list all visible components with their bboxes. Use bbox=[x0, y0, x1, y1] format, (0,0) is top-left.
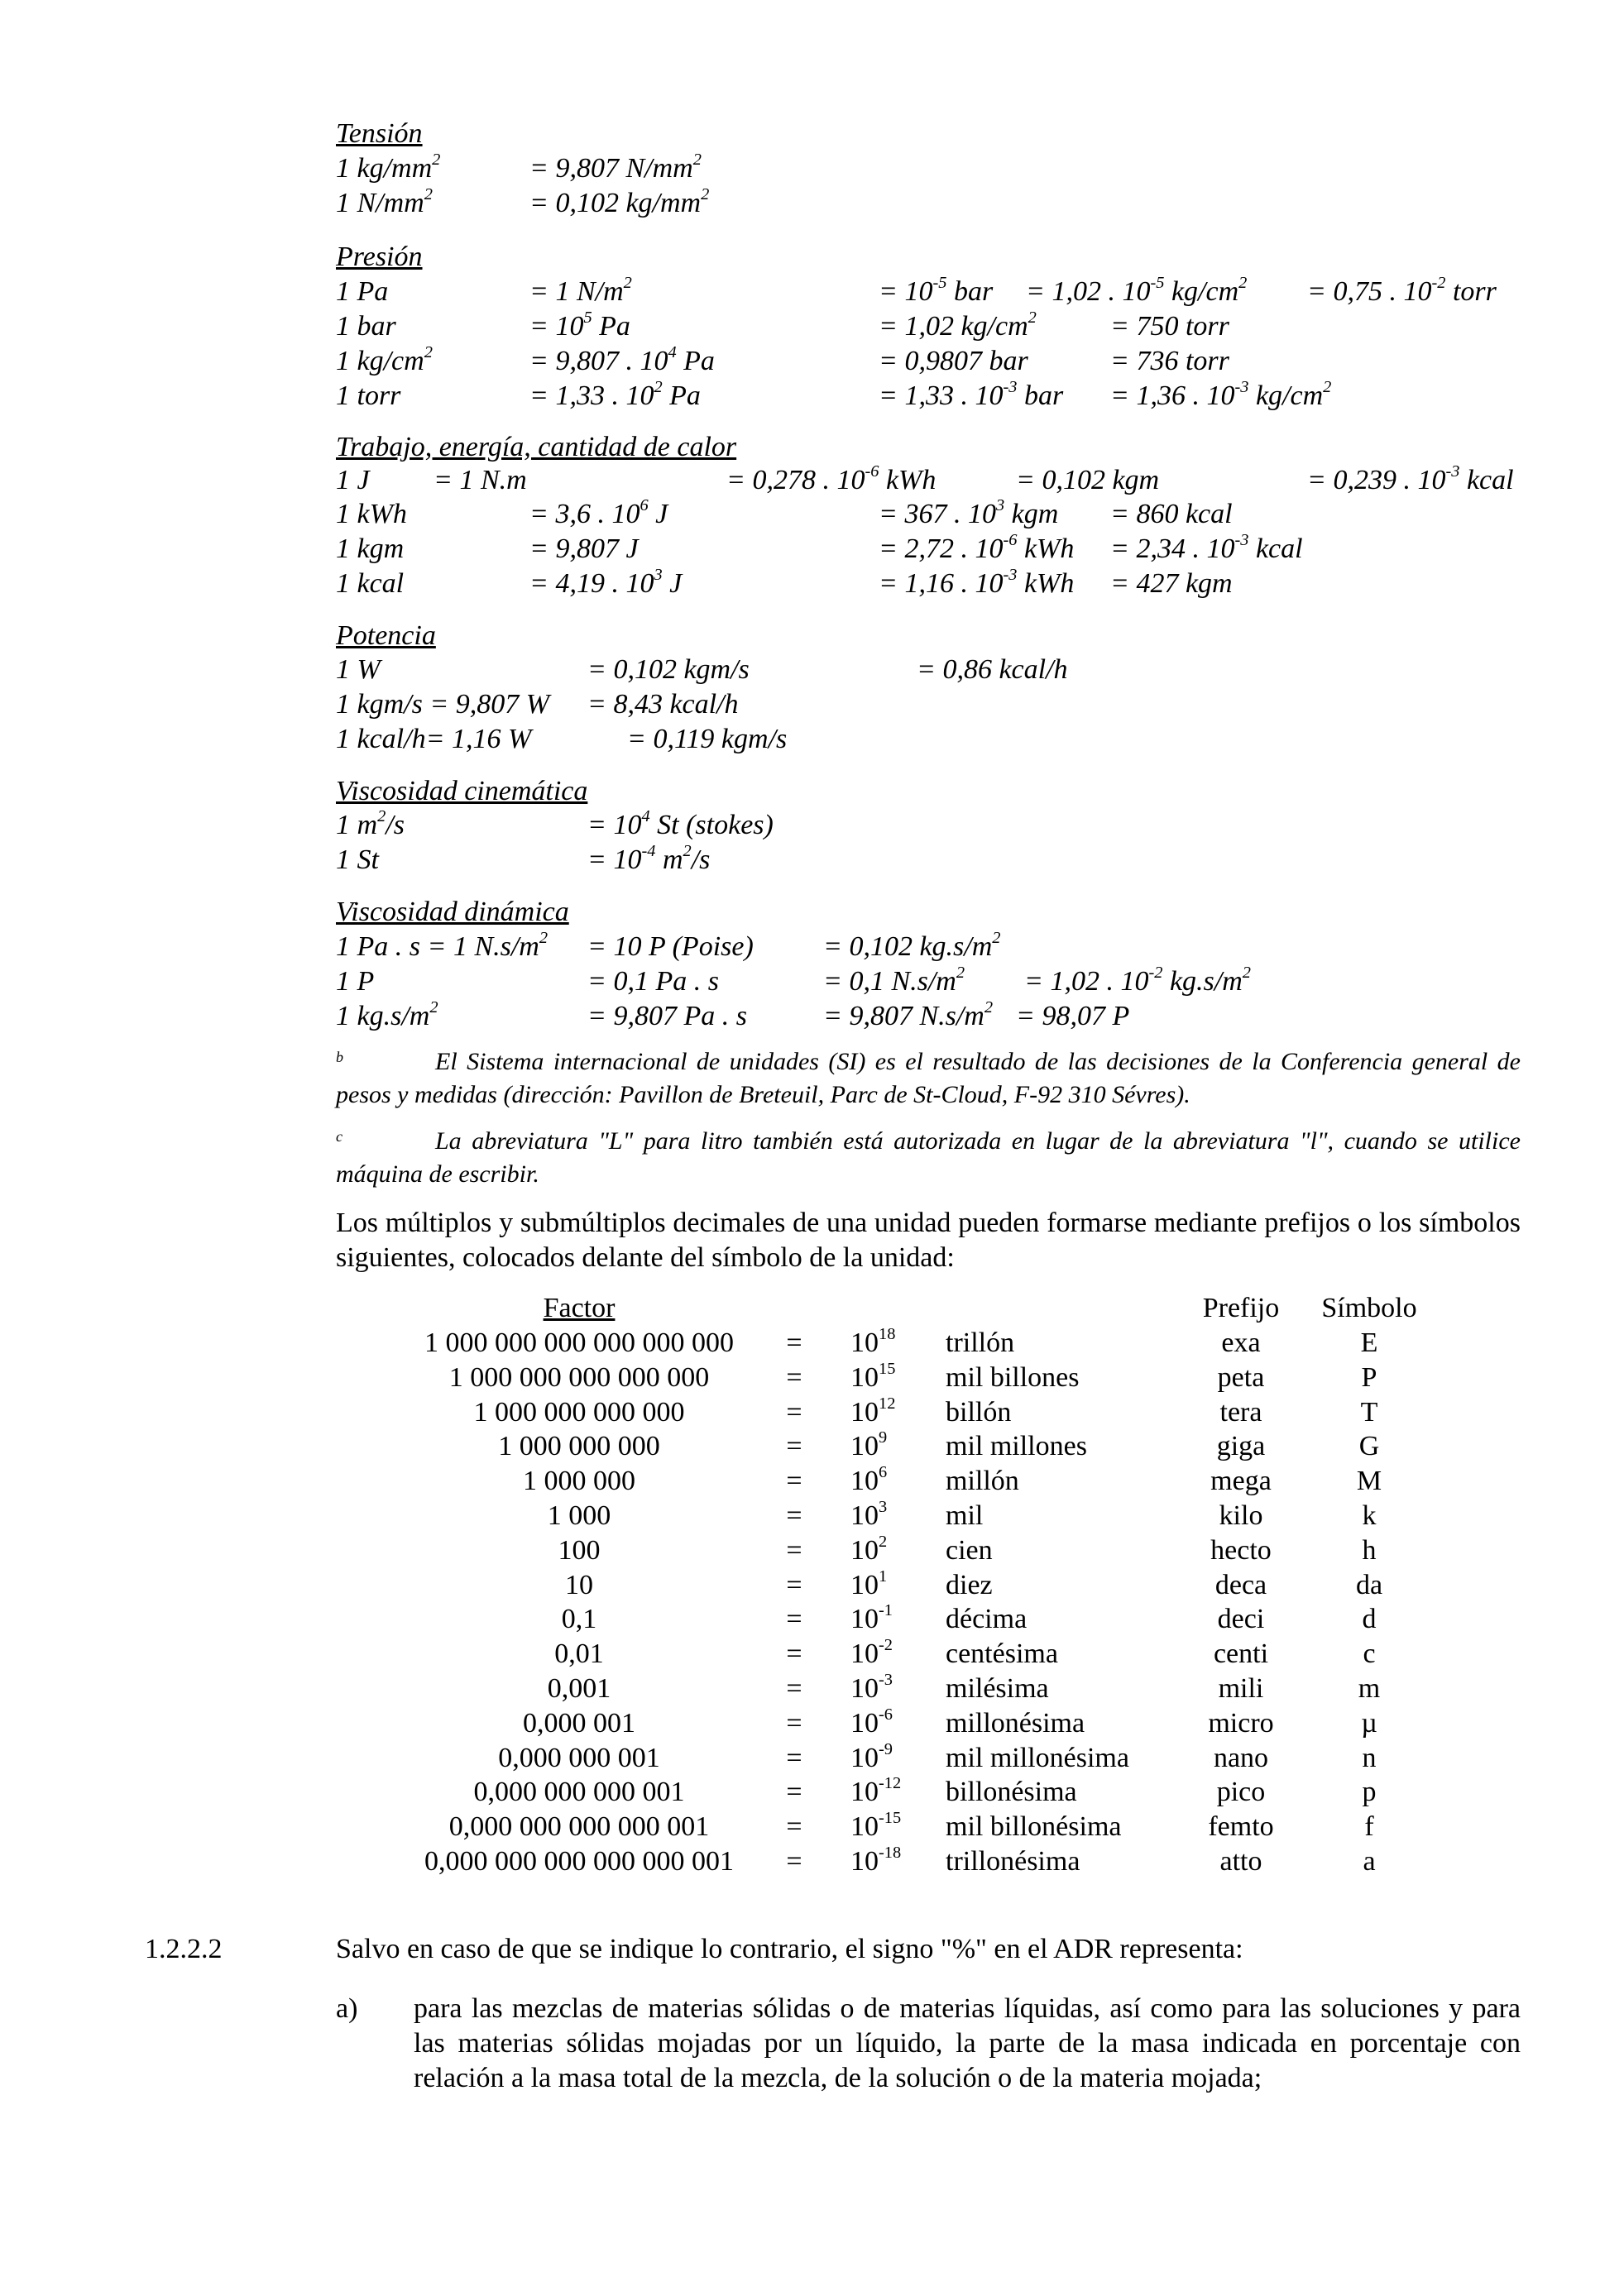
conversion-cell: = 8,43 kcal/h bbox=[587, 689, 739, 720]
prefix-table-row bbox=[0, 1395, 1624, 1430]
conversion-cell: 1 $kg.s/m^2$ bbox=[336, 997, 438, 1031]
conversion-cell: = 0,119 kgm/s bbox=[627, 724, 788, 754]
prefix-table-row bbox=[0, 1844, 1624, 1879]
name-cell: trillonésima bbox=[946, 1846, 1080, 1877]
conversion-row bbox=[0, 275, 1624, 309]
equals-cell: = bbox=[786, 1500, 802, 1531]
symbol-cell: µ bbox=[1361, 1708, 1377, 1739]
conversion-cell: = 1,16 . $10^{-3}$ kWh bbox=[879, 565, 1075, 599]
symbol-cell: G bbox=[1358, 1431, 1380, 1461]
equals-cell: = bbox=[786, 1743, 802, 1773]
prefix-cell: giga bbox=[1216, 1431, 1266, 1461]
symbol-cell: M bbox=[1356, 1466, 1382, 1496]
conversion-cell: 1 $m^2/s$ bbox=[336, 806, 405, 840]
power-cell: $10^2$ bbox=[850, 1532, 888, 1566]
equals-cell: = bbox=[786, 1673, 802, 1704]
conversion-row bbox=[0, 964, 1624, 999]
power-cell: $10^{18}$ bbox=[850, 1324, 896, 1358]
conversion-cell: 1 St bbox=[336, 844, 379, 875]
equals-cell: = bbox=[786, 1777, 802, 1807]
factor-cell: 0,000 000 001 bbox=[498, 1743, 660, 1773]
equals-cell: = bbox=[786, 1811, 802, 1842]
power-cell: $10^{-3}$ bbox=[850, 1670, 893, 1704]
prefix-cell: peta bbox=[1217, 1362, 1265, 1393]
conversion-row bbox=[0, 567, 1624, 601]
conversion-cell: = 750 torr bbox=[1110, 311, 1229, 342]
conversion-cell: 1 W bbox=[336, 654, 381, 685]
conversion-cell: 1 $N/mm^2$ bbox=[336, 184, 433, 218]
prefix-cell: pico bbox=[1216, 1777, 1266, 1807]
conversion-row bbox=[0, 808, 1624, 843]
prefix-cell: femto bbox=[1208, 1811, 1274, 1842]
conversion-cell: = 367 . $10^3$ kgm bbox=[879, 495, 1059, 529]
conversion-cell: = 98,07 P bbox=[1016, 1001, 1130, 1031]
prefix-cell: deca bbox=[1214, 1570, 1267, 1600]
prefix-cell: micro bbox=[1208, 1708, 1274, 1739]
prefix-cell: mega bbox=[1210, 1466, 1272, 1496]
equals-cell: = bbox=[786, 1431, 802, 1461]
name-cell: milésima bbox=[946, 1673, 1049, 1704]
prefix-cell: hecto bbox=[1210, 1535, 1272, 1566]
conversion-cell: = 0,102 kgm/s bbox=[587, 654, 750, 685]
prefix-table-row bbox=[0, 1533, 1624, 1568]
factor-cell: 1 000 000 bbox=[523, 1466, 635, 1496]
conversion-row bbox=[0, 653, 1624, 687]
equals-cell: = bbox=[786, 1327, 802, 1358]
conversion-cell: = 9,807 Pa . s bbox=[587, 1001, 747, 1031]
conversion-cell: = 1 $N/m^2$ bbox=[529, 273, 632, 307]
factor-cell: 1 000 000 000 000 bbox=[473, 1397, 685, 1428]
prefix-cell: deci bbox=[1217, 1604, 1265, 1634]
conversion-cell: = 0,102 $kg.s/m^2$ bbox=[823, 928, 1001, 962]
power-cell: $10^{-6}$ bbox=[850, 1705, 893, 1739]
factor-cell: 0,000 000 000 001 bbox=[473, 1777, 685, 1807]
power-cell: $10^{-1}$ bbox=[850, 1600, 893, 1634]
section-title-presion: Presión bbox=[336, 242, 423, 272]
name-cell: décima bbox=[946, 1604, 1028, 1634]
footnote-mark: c bbox=[336, 1128, 343, 1145]
conversion-cell: 1 P bbox=[336, 966, 375, 997]
equals-cell: = bbox=[786, 1535, 802, 1566]
conversion-cell: 1 kgm bbox=[336, 533, 405, 564]
conversion-cell: = 860 kcal bbox=[1110, 499, 1233, 529]
prefix-cell: tera bbox=[1219, 1397, 1262, 1428]
conversion-row bbox=[0, 999, 1624, 1034]
conversion-cell: 1 Pa . s = 1 $N.s/m^2$ bbox=[336, 928, 549, 962]
name-cell: mil billonésima bbox=[946, 1811, 1122, 1842]
conversion-row bbox=[0, 463, 1624, 498]
conversion-cell: 1 $kg/mm^2$ bbox=[336, 150, 441, 184]
conversion-cell: 1 bar bbox=[336, 311, 396, 342]
conversion-cell: 1 kcal bbox=[336, 568, 405, 599]
clause-item-label: a) bbox=[336, 1993, 358, 2024]
conversion-row bbox=[0, 843, 1624, 878]
name-cell: diez bbox=[946, 1570, 993, 1600]
conversion-cell: = 0,102 $kg/mm^2$ bbox=[529, 184, 710, 218]
footnote-mark: b bbox=[336, 1049, 343, 1065]
prefix-table-row bbox=[0, 1672, 1624, 1706]
power-cell: $10^3$ bbox=[850, 1497, 888, 1531]
conversion-cell: 1 kWh bbox=[336, 499, 407, 529]
clause-item-text: para las mezclas de materias sólidas o de materias líquidas, así como para las soluciones y para las materias sólidas mojadas por un líquido, la parte de la masa indicada en porcentaje con relación a la masa total de la mezcla, de la solución o de la materia mojada; bbox=[414, 1993, 1521, 2093]
factor-cell: 1 000 000 000 000 000 000 bbox=[424, 1327, 734, 1358]
name-cell: millón bbox=[946, 1466, 1019, 1496]
factor-cell: 0,01 bbox=[554, 1638, 604, 1669]
symbol-cell: c bbox=[1363, 1638, 1376, 1669]
conversion-cell: = 9,807 J bbox=[529, 533, 639, 564]
conversion-cell: = 2,34 . $10^{-3}$ kcal bbox=[1110, 530, 1303, 564]
name-cell: millonésima bbox=[946, 1708, 1085, 1739]
equals-cell: = bbox=[786, 1397, 802, 1428]
conversion-row bbox=[0, 151, 1624, 186]
conversion-cell: = 0,278 . $10^{-6}$ kWh bbox=[726, 462, 937, 495]
power-cell: $10^9$ bbox=[850, 1428, 888, 1461]
name-cell: cien bbox=[946, 1535, 993, 1566]
section-title-trabajo: Trabajo, energía, cantidad de calor bbox=[336, 432, 737, 462]
prefix-cell: mili bbox=[1218, 1673, 1264, 1704]
name-cell: mil millones bbox=[946, 1431, 1087, 1461]
name-cell: centésima bbox=[946, 1638, 1058, 1669]
power-cell: $10^1$ bbox=[850, 1567, 888, 1600]
conversion-cell: = 736 torr bbox=[1110, 346, 1229, 376]
conversion-cell: 1 torr bbox=[336, 380, 401, 411]
conversion-cell: = 3,6 . $10^6$ J bbox=[529, 495, 668, 529]
intro-paragraph: Los múltiplos y submúltiplos decimales de una unidad pueden formarse mediante prefijos o los símbolos siguientes, colocados delante del símbolo de la unidad: bbox=[336, 1208, 1521, 1273]
header-factor: Factor bbox=[543, 1293, 616, 1323]
name-cell: trillón bbox=[946, 1327, 1015, 1358]
clause-number: 1.2.2.2 bbox=[145, 1934, 223, 1964]
prefix-table-row bbox=[0, 1810, 1624, 1844]
conversion-cell: 1 J bbox=[336, 465, 370, 495]
conversion-cell: = $10^4$ St (stokes) bbox=[587, 806, 774, 840]
prefix-table-row bbox=[0, 1361, 1624, 1395]
power-cell: $10^{15}$ bbox=[850, 1359, 896, 1393]
factor-cell: 1 000 000 000 bbox=[498, 1431, 660, 1461]
power-cell: $10^{-9}$ bbox=[850, 1739, 893, 1773]
factor-cell: 0,000 001 bbox=[523, 1708, 635, 1739]
name-cell: mil billones bbox=[946, 1362, 1080, 1393]
symbol-cell: P bbox=[1361, 1362, 1377, 1393]
conversion-cell: = 0,9807 bar bbox=[879, 346, 1028, 376]
equals-cell: = bbox=[786, 1638, 802, 1669]
symbol-cell: E bbox=[1360, 1327, 1378, 1358]
conversion-cell: = 1 N.m bbox=[434, 465, 527, 495]
symbol-cell: f bbox=[1364, 1811, 1374, 1842]
equals-cell: = bbox=[786, 1570, 802, 1600]
prefix-cell: centi bbox=[1213, 1638, 1269, 1669]
header-prefix: Prefijo bbox=[1202, 1293, 1280, 1323]
symbol-cell: p bbox=[1362, 1777, 1377, 1807]
conversion-cell: = 427 kgm bbox=[1110, 568, 1233, 599]
conversion-cell: = $10^5$ Pa bbox=[529, 308, 630, 342]
conversion-row bbox=[0, 344, 1624, 379]
power-cell: $10^{-12}$ bbox=[850, 1773, 902, 1807]
conversion-cell: = 10 P (Poise) bbox=[587, 931, 754, 962]
factor-cell: 10 bbox=[565, 1570, 593, 1600]
conversion-cell: = 0,1 $N.s/m^2$ bbox=[823, 963, 965, 997]
clause-text: Salvo en caso de que se indique lo contrario, el signo "%" en el ADR representa: bbox=[336, 1934, 1243, 1964]
factor-cell: 0,000 000 000 000 001 bbox=[448, 1811, 710, 1842]
section-title-tension: Tensión bbox=[336, 118, 423, 149]
conversion-cell: = 1,33 . $10^2$ Pa bbox=[529, 377, 701, 411]
conversion-row bbox=[0, 532, 1624, 567]
conversion-cell: = 2,72 . $10^{-6}$ kWh bbox=[879, 530, 1075, 564]
factor-cell: 100 bbox=[558, 1535, 601, 1566]
symbol-cell: k bbox=[1362, 1500, 1377, 1531]
conversion-cell: 1 kgm/s = 9,807 W bbox=[336, 689, 550, 720]
section-title-potencia: Potencia bbox=[336, 620, 436, 651]
conversion-cell: = 1,02 . $10^{-5}$ $kg/cm^2$ bbox=[1026, 273, 1248, 307]
conversion-cell: = 0,75 . $10^{-2}$ torr bbox=[1307, 273, 1497, 307]
footnote-text: El Sistema internacional de unidades (SI) es el resultado de las decisiones de la Conferencia general de pesos y medidas (dirección: Pavillon de Breteuil, Parc de St-Cloud, F-92 310 Sévres). bbox=[336, 1048, 1521, 1108]
conversion-row bbox=[0, 309, 1624, 344]
conversion-cell: = 1,36 . $10^{-3}$ $kg/cm^2$ bbox=[1110, 377, 1332, 411]
section-title-viscosidad-dinamica: Viscosidad dinámica bbox=[336, 897, 569, 927]
power-cell: $10^{-15}$ bbox=[850, 1808, 902, 1842]
section-title-viscosidad-cinematica: Viscosidad cinemática bbox=[336, 776, 588, 806]
conversion-cell: = 9,807 . $10^4$ Pa bbox=[529, 342, 715, 376]
equals-cell: = bbox=[786, 1708, 802, 1739]
equals-cell: = bbox=[786, 1846, 802, 1877]
conversion-row bbox=[0, 930, 1624, 964]
header-symbol: Símbolo bbox=[1321, 1293, 1417, 1323]
conversion-row bbox=[0, 497, 1624, 532]
prefix-cell: kilo bbox=[1219, 1500, 1263, 1531]
prefix-cell: exa bbox=[1221, 1327, 1261, 1358]
prefix-table-row bbox=[0, 1568, 1624, 1603]
equals-cell: = bbox=[786, 1362, 802, 1393]
conversion-cell: = 0,86 kcal/h bbox=[917, 654, 1068, 685]
prefix-table-row bbox=[0, 1326, 1624, 1361]
equals-cell: = bbox=[786, 1466, 802, 1496]
conversion-cell: = 9,807 $N.s/m^2$ bbox=[823, 997, 994, 1031]
conversion-cell: 1 $kg/cm^2$ bbox=[336, 342, 433, 376]
factor-cell: 0,001 bbox=[547, 1673, 611, 1704]
prefix-table-row bbox=[0, 1741, 1624, 1776]
conversion-row bbox=[0, 186, 1624, 221]
factor-cell: 1 000 bbox=[547, 1500, 611, 1531]
prefix-table-row bbox=[0, 1602, 1624, 1637]
equals-cell: = bbox=[786, 1604, 802, 1634]
symbol-cell: a bbox=[1363, 1846, 1376, 1877]
conversion-cell: = 1,02 $kg/cm^2$ bbox=[879, 308, 1037, 342]
name-cell: mil bbox=[946, 1500, 984, 1531]
symbol-cell: d bbox=[1362, 1604, 1377, 1634]
factor-cell: 1 000 000 000 000 000 bbox=[448, 1362, 710, 1393]
footnote-c bbox=[336, 1125, 1521, 1191]
power-cell: $10^{-18}$ bbox=[850, 1843, 902, 1877]
factor-cell: 0,000 000 000 000 000 001 bbox=[424, 1846, 734, 1877]
power-cell: $10^{-2}$ bbox=[850, 1635, 893, 1669]
prefix-table-row bbox=[0, 1429, 1624, 1464]
prefix-table-row bbox=[0, 1499, 1624, 1533]
conversion-cell: = 1,33 . $10^{-3}$ bar bbox=[879, 377, 1064, 411]
power-cell: $10^6$ bbox=[850, 1462, 888, 1496]
name-cell: billonésima bbox=[946, 1777, 1077, 1807]
prefix-cell: atto bbox=[1219, 1846, 1262, 1877]
conversion-cell: = $10^{-5}$ bar bbox=[879, 273, 994, 307]
factor-cell: 0,1 bbox=[561, 1604, 597, 1634]
symbol-cell: h bbox=[1362, 1535, 1377, 1566]
conversion-cell: = 0,102 kgm bbox=[1016, 465, 1160, 495]
conversion-cell: = 1,02 . $10^{-2}$ $kg.s/m^2$ bbox=[1024, 963, 1251, 997]
prefix-table-header bbox=[0, 1291, 1624, 1326]
symbol-cell: n bbox=[1362, 1743, 1377, 1773]
prefix-table-row bbox=[0, 1637, 1624, 1672]
conversion-cell: = 4,19 . $10^3$ J bbox=[529, 565, 683, 599]
conversion-row bbox=[0, 687, 1624, 722]
prefix-table-row bbox=[0, 1775, 1624, 1810]
conversion-cell: = 0,239 . $10^{-3}$ kcal bbox=[1307, 462, 1514, 495]
power-cell: $10^{12}$ bbox=[850, 1394, 896, 1428]
conversion-row bbox=[0, 722, 1624, 757]
conversion-cell: 1 kcal/h= 1,16 W bbox=[336, 724, 532, 754]
prefix-cell: nano bbox=[1213, 1743, 1269, 1773]
conversion-cell: = $10^{-4}$ $m^2/s$ bbox=[587, 841, 711, 875]
symbol-cell: da bbox=[1355, 1570, 1383, 1600]
symbol-cell: T bbox=[1360, 1397, 1378, 1428]
prefix-table-row bbox=[0, 1464, 1624, 1499]
name-cell: billón bbox=[946, 1397, 1012, 1428]
conversion-cell: = 0,1 Pa . s bbox=[587, 966, 719, 997]
footnote-b bbox=[336, 1045, 1521, 1112]
conversion-cell: = 9,807 $N/mm^2$ bbox=[529, 150, 702, 184]
conversion-cell: 1 Pa bbox=[336, 276, 389, 307]
name-cell: mil millonésima bbox=[946, 1743, 1129, 1773]
prefix-table-row bbox=[0, 1706, 1624, 1741]
footnote-text: La abreviatura "L" para litro también está autorizada en lugar de la abreviatura "l", cuando se utilice máquina de escribir. bbox=[336, 1127, 1521, 1188]
symbol-cell: m bbox=[1358, 1673, 1381, 1704]
conversion-row bbox=[0, 379, 1624, 414]
